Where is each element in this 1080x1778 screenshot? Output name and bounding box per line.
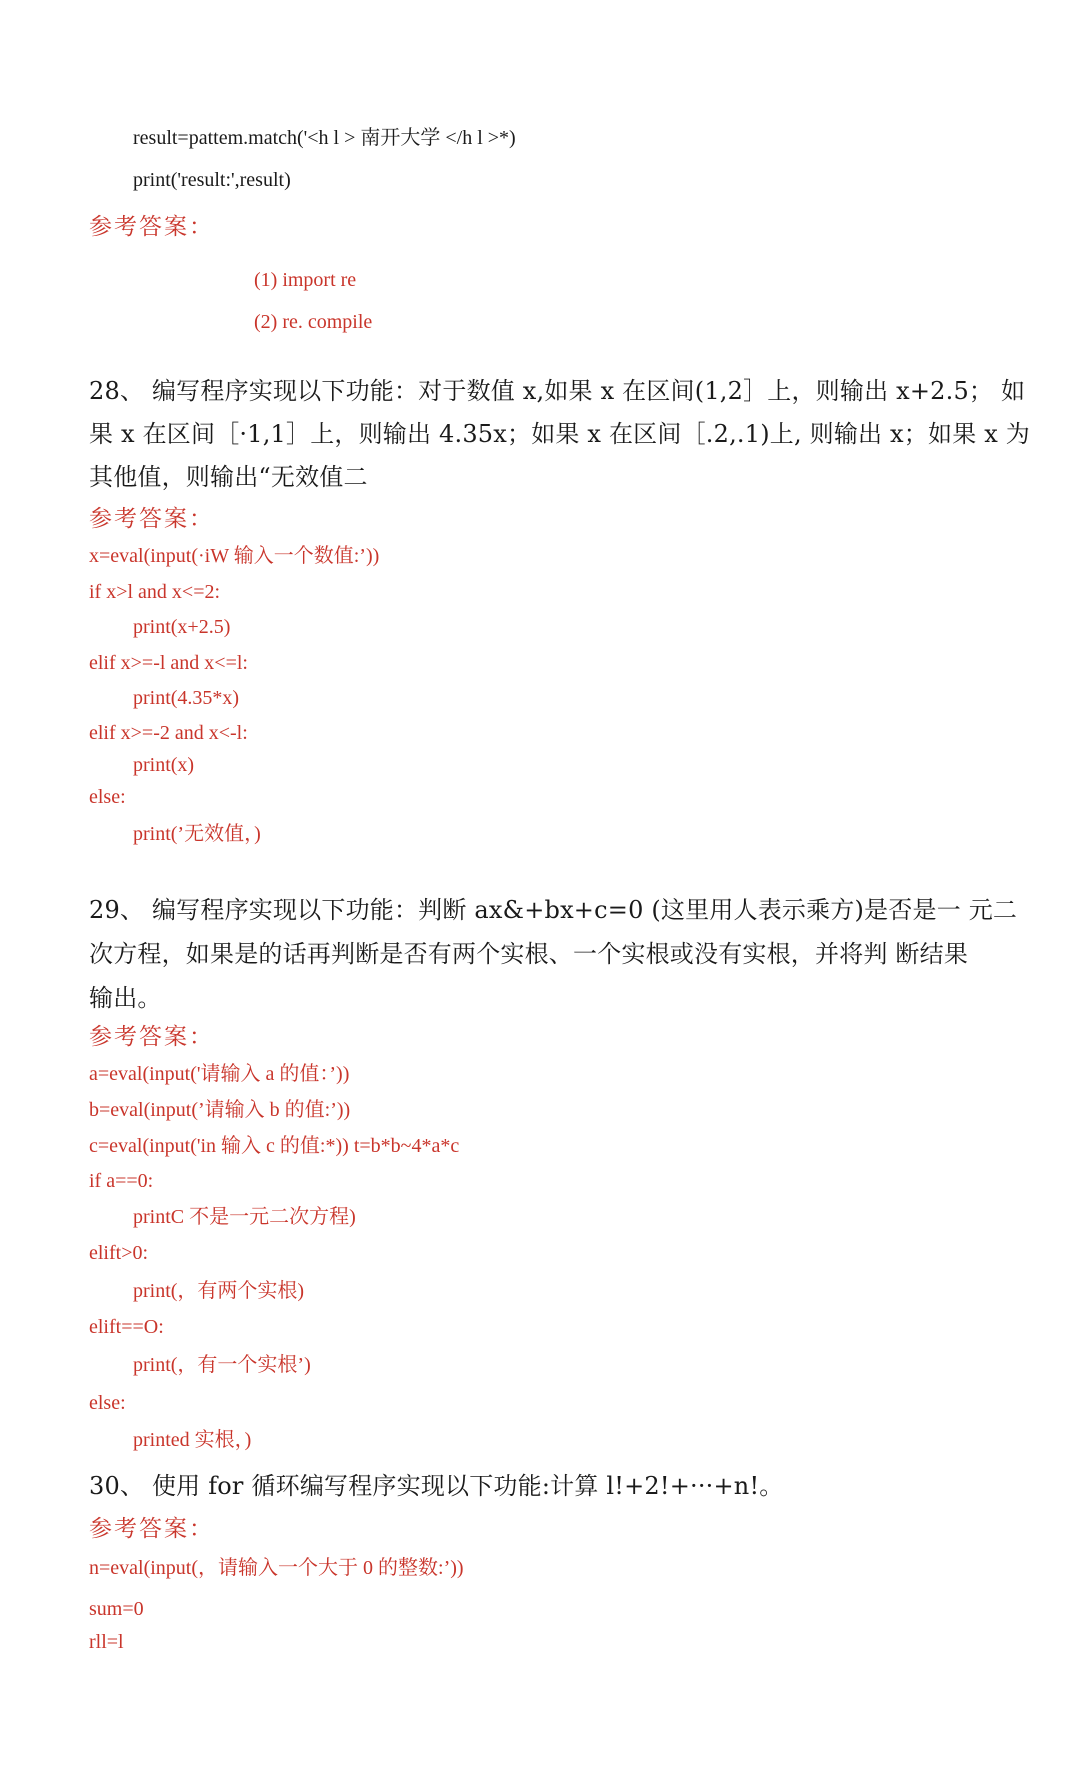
question-line: 果 x 在区间［·1,1］上，则输出 4.35x；如果 x 在区间［.2,.1)上, 则输出 x；如果 x 为 <box>89 420 1030 448</box>
answer-label: 参考答案： <box>89 214 214 240</box>
answer-label: 参考答案： <box>89 1024 214 1050</box>
code-line: print(4.35*x) <box>133 687 240 709</box>
code-line: elift>0: <box>89 1242 149 1264</box>
code-line: print(，有两个实根) <box>133 1280 305 1302</box>
code-line: print(，有一个实根’) <box>133 1354 311 1376</box>
code-line: else: <box>89 1392 126 1414</box>
code-line: print('result:',result) <box>133 169 291 191</box>
answer-item: (1) import re <box>254 269 357 291</box>
code-line: b=eval(input(’请输入 b 的值:’)) <box>89 1099 351 1121</box>
code-line: printed 实根，) <box>133 1429 252 1451</box>
answer-label: 参考答案： <box>89 506 214 532</box>
code-line: elift==O: <box>89 1316 164 1338</box>
code-line: rll=l <box>89 1631 124 1653</box>
code-line: a=eval(input('请输入 a 的值：’)) <box>89 1063 350 1085</box>
code-line: print(x) <box>133 754 195 776</box>
code-line: print(’无效值，) <box>133 823 261 845</box>
code-line: x=eval(input(·iW 输入一个数值:’)) <box>89 545 380 567</box>
question-line: 30、 使用 for 循环编写程序实现以下功能:计算 l!+2!+···+n!。 <box>89 1472 784 1500</box>
answer-item: (2) re. compile <box>254 311 373 333</box>
question-line: 其他值，则输出“无效值二 <box>89 463 368 491</box>
code-line: else: <box>89 786 126 808</box>
code-line: c=eval(input('in 输入 c 的值:*)) t=b*b~4*a*c <box>89 1135 460 1157</box>
code-line: n=eval(input(，请输入一个大于 0 的整数:’)) <box>89 1557 464 1579</box>
code-line: elif x>=-2 and x<-l: <box>89 722 248 744</box>
question-line: 次方程，如果是的话再判断是否有两个实根、一个实根或没有实根，并将判 断结果 <box>89 940 969 968</box>
answer-label: 参考答案： <box>89 1516 214 1542</box>
code-line: if x>l and x<=2: <box>89 581 221 603</box>
question-line: 28、 编写程序实现以下功能：对于数值 x,如果 x 在区间(1,2］上，则输出 x+2.5； 如 <box>89 377 1026 405</box>
code-line: result=pattem.match('<h l > 南开大学 </h l >*) <box>133 127 516 149</box>
code-line: sum=0 <box>89 1598 144 1620</box>
code-line: if a==0: <box>89 1170 154 1192</box>
question-line: 输出。 <box>89 984 162 1012</box>
code-line: print(x+2.5) <box>133 616 231 638</box>
question-line: 29、 编写程序实现以下功能：判断 ax&+bx+c=0 (这里用人表示乘方)是否是一 元二 <box>89 896 1018 924</box>
code-line: elif x>=-l and x<=l: <box>89 652 248 674</box>
code-line: printC 不是一元二次方程) <box>133 1206 356 1228</box>
